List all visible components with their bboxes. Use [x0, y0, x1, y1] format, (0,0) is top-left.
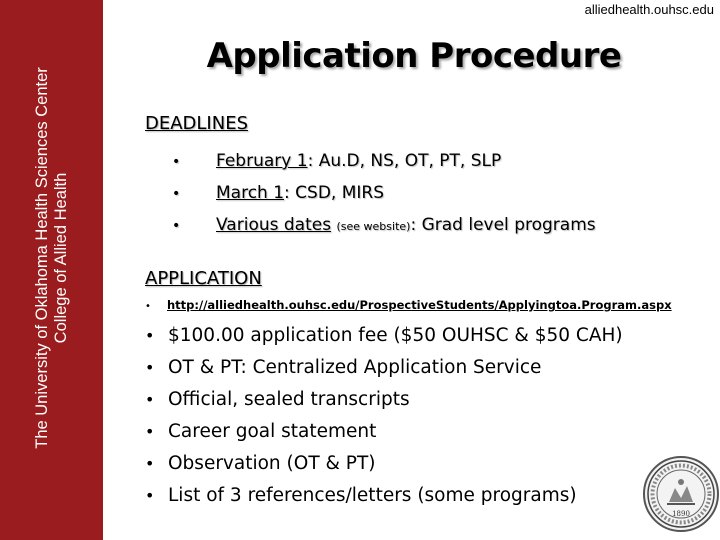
list-item [145, 448, 623, 480]
deadline-note: (see website) [336, 220, 411, 233]
application-heading: APPLICATION [145, 268, 262, 289]
deadline-date: February 1 [216, 151, 308, 171]
sidebar-college-name: College of Allied Health [52, 172, 70, 344]
bullet-icon: • [145, 454, 155, 473]
list-item-text: OT & PT: Centralized Application Service [168, 357, 542, 378]
deadline-item [168, 146, 596, 178]
deadlines-heading: DEADLINES [145, 113, 249, 134]
bullet-icon: • [145, 390, 155, 409]
bullet-icon: • [145, 422, 155, 441]
list-item [145, 320, 623, 352]
bullet-icon: • [145, 358, 155, 377]
deadline-programs: : CSD, MIRS [284, 183, 385, 203]
application-link[interactable]: http://alliedhealth.ouhsc.edu/ProspectiveStudents/Applyingtoa.Program.aspx [167, 298, 672, 312]
application-list [145, 320, 623, 512]
deadline-date: March 1 [216, 183, 285, 203]
deadlines-list [168, 146, 596, 242]
sidebar-university-name: The University of Oklahoma Health Sciences Center [33, 67, 51, 449]
list-item-text: $100.00 application fee ($50 OUHSC & $50 CAH) [168, 325, 623, 346]
list-item [145, 384, 623, 416]
site-url: alliedhealth.ouhsc.edu [584, 2, 714, 17]
seal-year: 1890 [672, 510, 690, 518]
university-seal-icon [643, 456, 719, 532]
deadline-date: Various dates [216, 215, 332, 235]
deadline-programs: : Grad level programs [410, 215, 596, 235]
list-item [145, 416, 623, 448]
deadline-item [168, 210, 596, 242]
bullet-icon: • [145, 326, 155, 345]
deadline-programs: : Au.D, NS, OT, PT, SLP [307, 151, 502, 171]
deadline-item [168, 178, 596, 210]
list-item-text: Observation (OT & PT) [168, 453, 376, 474]
list-item [145, 352, 623, 384]
seal-graphic [645, 458, 717, 530]
bullet-icon: • [145, 486, 155, 505]
sidebar-edge [103, 0, 105, 540]
list-item-text: List of 3 references/letters (some programs) [168, 485, 577, 506]
application-link-row [145, 298, 672, 312]
page-title: Application Procedure [206, 36, 622, 76]
bullet-icon: • [145, 301, 151, 312]
sidebar-text [33, 67, 71, 449]
list-item-text: Career goal statement [168, 421, 377, 442]
list-item [145, 480, 623, 512]
list-item-text: Official, sealed transcripts [168, 389, 410, 410]
bullet-icon: • [172, 154, 181, 170]
bullet-icon: • [172, 218, 181, 234]
bullet-icon: • [172, 186, 181, 202]
